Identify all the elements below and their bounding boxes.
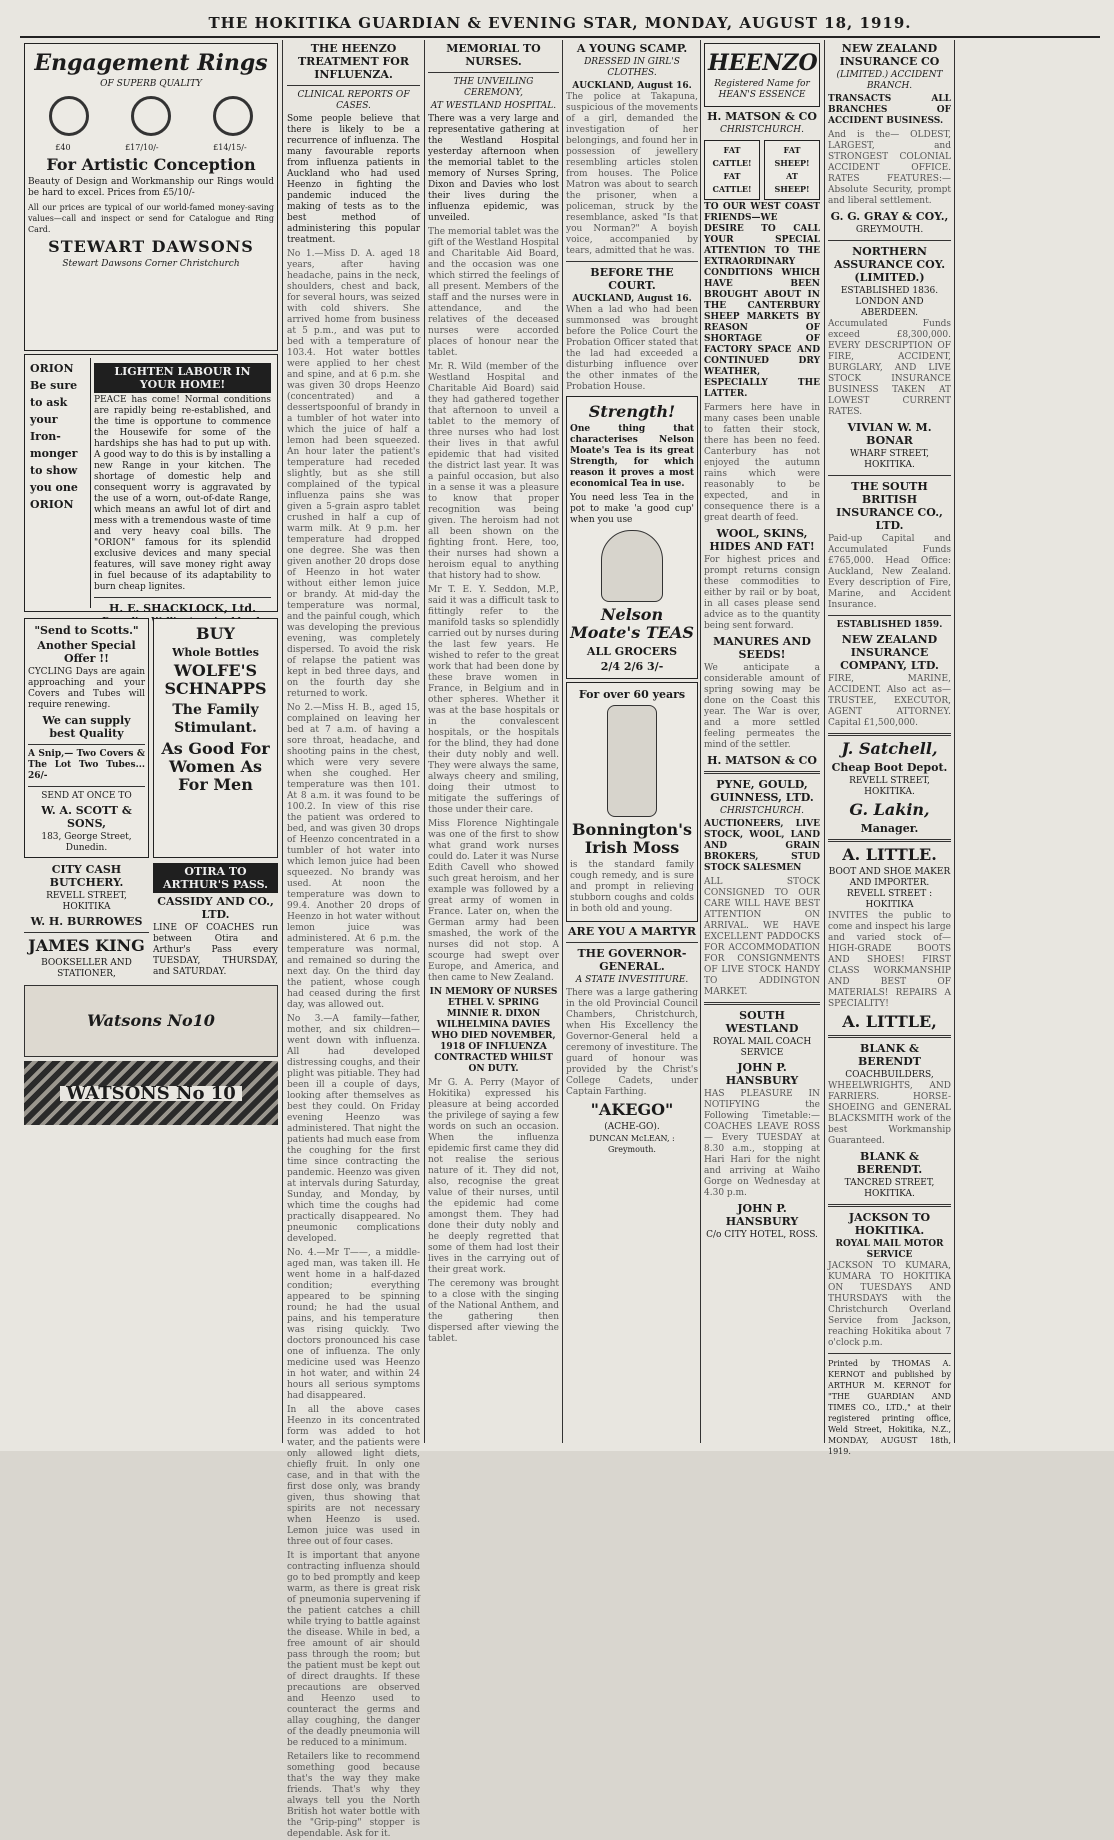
little-address: REVELL STREET : HOKITIKA (846, 889, 933, 910)
city-butchery-owner: W. H. BURROWES (30, 915, 143, 928)
all-grocers: ALL GROCERS (586, 645, 678, 658)
city-butchery-title: CITY CASH BUTCHERY. (49, 863, 124, 889)
wolfe-family: The Family Stimulant. (172, 702, 259, 736)
engagement-rings-ad (24, 43, 278, 351)
nelson-brand: Nelson Moate's TEAS (570, 605, 694, 642)
wolfes-schnapps-ad (153, 618, 278, 858)
column-memorial-article: MEMORIAL TO NURSES. THE UNVEILING CEREMONY, AT WESTLAND HOSPITAL. There was a very large and representative gathering at the Westland Hospital yesterday afternoon when the memorial tablet to the memory of Nurses Spring, Dixon and Davies who lost their lives during the influenza epidemic, was unveiled. The memorial tablet was the gift of the Westland Hospital and Charitable Aid Board, and the occasion was one which stirred the feelings of all present. Members of the staff and the nurses were in attendance, and the relatives of the deceased nurses were accorded places of honour near the tablet. Mr. R. Wild (member of the Westland Hospital and Charitable Aid Board) said they had gathered together that afternoon to unveil a tablet to the memory of three nurses who had lost their lives in that awful epidemic that had visited the district last year. It was a painful occasion, but also in a sense it was a pleasure to know that proper recognition was being given. The heroism had not all been shown on the fighting front. Here, too, their nurses had shown a heroism equal to anything that history had to show. Mr T. E. Y. Seddon, M.P., said it was a difficult task to fittingly refer to the manifold tasks so splendidly carried out by nurses during the last few years. He wished to refer to the great work that had been done by these brave women in France, in Belgium and in other spheres. Whether it was at the base hospitals or in the convalescent hospitals, or the hospitals for the blind, they had done their duty nobly and well. They were always the same, always cheery and smiling, doing their utmost to mitigate the sufferings of those under their care. Miss Florence Nightingale was one of the first to show what grand work nurses could do. Later it was Nurse Edith Cavell who showed such great heroism, and her example was followed by a great army of women in France. Later on, when the German army had been smashed, the work of the nurses did not stop. A scourge had swept over Europe, and America, and then came to New Zealand. IN MEMORY OF NURSES ETHEL V. SPRING MINNIE R. DIXON WILHELMINA DAVIES WHO DIED NOVEMBER, 1918 OF INFLUENZA CONTRACTED WHILST ON DUTY. Mr G. A. Perry (Mayor of Hokitika) expressed his pleasure at being accorded the privilege of saying a few words on such an occasion. When the influenza epidemic first came they did not realise the serious nature of it. They did not, also, recognise the great value of their nurses, until the epidemic had come amongst them. They had done their duty nobly and he deeply regretted that some of them had lost their lives in the carrying out of their great work. The ceremony was brought to a close with the singing of the National Anthem, and the gathering then dispersed after viewing the tablet. (428, 42, 559, 1344)
akego-sub: (ACHE-GO). (604, 1122, 660, 1132)
south-westland-title: SOUTH WESTLAND (725, 1009, 799, 1035)
wolfe-good: As Good For Women As For Men (161, 739, 270, 794)
blank-title-2: BLANK & BERENDT. (856, 1150, 923, 1176)
orion-heading: LIGHTEN LABOUR IN YOUR HOME! (94, 363, 271, 393)
northern-established: ESTABLISHED 1836. (840, 286, 939, 296)
matson-title: H. MATSON & CO (707, 110, 817, 123)
artistic-heading: For Artistic Conception (46, 155, 256, 174)
bottle-illustration (607, 705, 657, 817)
nz-company-established: ESTABLISHED 1859. (836, 620, 943, 630)
irish-moss-years: For over 60 years (578, 688, 686, 701)
blank-address: TANCRED STREET, HOKITIKA. (844, 1178, 935, 1199)
bonar-title: VIVIAN W. M. BONAR (847, 421, 932, 447)
scotts-firm: W. A. SCOTT & SONS, (41, 804, 132, 830)
dawsons-logo: STEWART DAWSONS (48, 237, 254, 256)
ring-icon (131, 96, 171, 136)
city-butchery-address: REVELL STREET, HOKITIKA (46, 891, 127, 912)
lakin-sub: Manager. (860, 822, 919, 835)
column-rule (562, 40, 563, 1443)
ring-icon (213, 96, 253, 136)
ring-price: £17/10/- (125, 143, 159, 152)
article-title: THE GOVERNOR-GENERAL. (577, 947, 687, 973)
article-title: A YOUNG SCAMP. (576, 42, 688, 55)
rings-subtitle: OF SUPERB QUALITY (100, 79, 202, 89)
article-lead: There was a very large and representative gathering at the Westland Hospital yesterday afternoon when the memorial tablet to the memory of Nurses Spring, Dixon and Davies who lost their lives during the influenza epidemic, was unveiled. (428, 114, 559, 223)
ring-prices (28, 142, 274, 153)
city-butchery-ad (24, 861, 149, 981)
column-insurance-ads: NEW ZEALAND INSURANCE CO (LIMITED.) ACCIDENT BRANCH. TRANSACTS ALL BRANCHES OF ACCIDENT BUSINESS. And is the— OLDEST, LARGEST, and STRONGEST COLONIAL ACCIDENT OFFICE. RATES FEATURES:—Absolute Security, prompt and liberal settlement. G. G. GRAY & COY., GREYMOUTH. NORTHERN ASSURANCE COY. (LIMITED.) ESTABLISHED 1836. LONDON AND ABERDEEN. Accumulated Funds exceed £8,300,000. EVERY DESCRIPTION OF FIRE, ACCIDENT, BURGLARY, AND LIVE STOCK INSURANCE BUSINESS TAKEN AT LOWEST CURRENT RATES. VIVIAN W. M. BONAR WHARF STREET, HOKITIKA. THE SOUTH BRITISH INSURANCE CO., LTD. Paid-up Capital and Accumulated Funds £765,000. Head Office: Auckland, New Zealand. Every description of Fire, Marine, and Accident Insurance. ESTABLISHED 1859. NEW ZEALAND INSURANCE COMPANY, LTD. FIRE, MARINE, ACCIDENT. Also act as— TRUSTEE, EXECUTOR, AGENT ATTORNEY. Capital £1,500,000. J. Satchell, Cheap Boot Depot. REVELL STREET, HOKITIKA. G. Lakin, Manager. A. LITTLE. BOOT AND SHOE MAKER AND IMPORTER. REVELL STREET : HOKITIKA INVITES the public to come and inspect his large and varied stock of— HIGH-GRADE BOOTS AND SHOES! FIRST CLASS WORKMANSHIP AND BEST OF MATERIALS! REPAIRS A SPECIALITY! A. LITTLE, BLANK & BERENDT COACHBUILDERS, WHEELWRIGHTS, AND FARRIERS. HORSE-SHOEING and GENERAL BLACKSMITH work of the best Workmanship Guaranteed. BLANK & BERENDT. TANCRED STREET, HOKITIKA. JACKSON TO HOKITIKA. ROYAL MAIL MOTOR SERVICE JACKSON TO KUMARA, KUMARA TO HOKITIKA ON TUESDAYS AND THURSDAYS with the Christchurch Overland Service from Jackson, reaching Hokitika about 7 o'clock p.m. Printed by THOMAS A. KERNOT and published by ARTHUR M. KERNOT for "THE GUARDIAN AND TIMES CO., LTD.," at their registered printing office, Weld Street, Hokitika, N.Z., MONDAY, AUGUST 18th, 1919. (828, 42, 951, 1456)
wolfe-buy: BUY (196, 624, 235, 643)
watsons-banner-text: WATSONS No 10 (60, 1086, 242, 1101)
column-heenzo-article: THE HEENZO TREATMENT FOR INFLUENZA. CLINICAL REPORTS OF CASES. Some people believe that there is likely to be a recurrence of influenza. The many favourable reports from influenza patients in Auckland who had used Heenzo in fighting the pandemic induced the making of tests as to the best method of administering this popular treatment. No 1.—Miss D. A. aged 18 years, after having headache, pains in the neck, shoulders, chest and back, for several hours, was seized with cold shivers. She arrived home from business at 5 p.m., and was put to bed with a temperature of 103.4. Hot water bottles were applied to her chest and spine, and at 6 p.m. she was given 30 drops Heenzo (concentrated) and a dessertspoonful of brandy in a tumbler of hot water into which the juice of half a lemon had been squeezed. An hour later the patient's temperature had receded slightly, but as she still complained of the typical influenza pains she was given a 5-grain aspro tablet crushed in half a cup of warm milk. At 9 p.m. her temperature had dropped one degree. She was then given another 20 drops dose of Heenzo in hot water without either lemon juice or brandy. At mid-day the temperature was normal, and the painful cough, which was developing the previous evening, was completely dispersed. To avoid the risk of relapse the patient was kept in bed three days, and on the fourth day she returned to work. No 2.—Miss H. B., aged 15, complained on leaving her bed at 7 a.m. of having a sore throat, headache, and shooting pains in the chest, which were very severe when she coughed. Her temperature was then 101. At 8 a.m. it was found to be 100.2. In view of this rise the patient was ordered to bed, and was given 30 drops of Heenzo concentrated in a tumbler of hot water into which lemon juice had been squeezed. No brandy was used. At noon the temperature was down to 99.4. Another 20 drops of Heenzo in hot water without lemon juice was administered. At 6 p.m. the temperature was normal, and remained so during the next day. On the third day the patient, whose cough had ceased during the first day, was allowed out. No 3.—A family—father, mother, and six children—went down with influenza. All had developed distressing coughs, and their plight was pitiable. They had been ill a couple of days, looking after themselves as best they could. On Friday evening Heenzo was administered. That night the patients had much ease from the coughing for the first time since contracting the pandemic. Heenzo was given at intervals during Saturday, Sunday, and Monday, by which time the coughs had practically disappeared. No pneumonic complications developed. No. 4.—Mr T——, a middle-aged man, was taken ill. He went home in a half-dazed condition; everything appeared to be spinning round; he had the usual pains, and his temperature was rising quickly. Two doctors pronounced his case one of influenza. The only medicine used was Heenzo in hot water, and within 24 hours all serious symptoms had disappeared. In all the above cases Heenzo in its concentrated form was added to hot water, and the patients were only allowed light diets, chiefly fruit. In only one case, and in that with the first dose only, was brandy given, thus showing that spirits are not necessary when Heenzo is used. Lemon juice was used in three out of four cases. It is important that anyone contracting influenza should go to bed promptly and keep warm, as there is great risk of pneumonia supervening if the patient catches a chill while trying to battle against the disease. While in bed, a free amount of air should pass through the room; but the patient must be kept out of direct draughts. If these precautions are observed and Heenzo used to counteract the germs and allay coughing, the danger of the deadly pneumonia will be reduced to a minimum. Retailers like to recommend something good because that's the way they make friends. That's why they always tell you the North British hot water bottle with the "Grip-ping" stopper is dependable. Ask for it. (287, 42, 420, 1839)
gray-address: GREYMOUTH. (855, 225, 924, 235)
ring-price: £40 (55, 143, 71, 152)
ring-price: £14/15/- (213, 143, 247, 152)
scotts-snip: A Snip,— Two Covers & The Lot Two Tubes... 26/- (28, 749, 145, 781)
little-sub: BOOT AND SHOE MAKER AND IMPORTER. (828, 867, 951, 888)
column-rule (954, 40, 955, 1443)
blank-title: BLANK & BERENDT (858, 1042, 921, 1068)
northern-address: LONDON AND ABERDEEN. (855, 297, 924, 318)
artistic-text: Beauty of Design and Workmanship our Rings would be hard to excel. Prices from £5/10/- (28, 177, 274, 198)
little-title: A. LITTLE. (842, 845, 937, 864)
dawsons-address: Stewart Dawsons Corner Christchurch (62, 259, 240, 269)
matson-title-2: H. MATSON & CO (707, 754, 817, 767)
article-subtitle: A STATE INVESTITURE. (575, 975, 689, 985)
scotts-send: SEND AT ONCE TO (41, 791, 132, 801)
irish-moss-ad: For over 60 years Bonnington's Irish Moss is the standard family cough remedy, and is sure and prompt in relieving stubborn coughs and colds in both old and young. (566, 682, 698, 922)
irish-moss-name: Bonnington's Irish Moss (572, 820, 692, 857)
watsons-title: Watsons No10 (87, 1011, 215, 1030)
jackson-sub: ROYAL MAIL MOTOR SERVICE (835, 1239, 944, 1260)
column-rule (700, 40, 701, 1443)
satchell-address: REVELL STREET, HOKITIKA. (849, 776, 930, 797)
little-title-2: A. LITTLE, (842, 1012, 937, 1031)
otira-coach-ad (153, 861, 278, 981)
strength-heading: Strength! (588, 402, 676, 421)
heenzo-logo: HEENZO (708, 50, 818, 76)
dateline: AUCKLAND, August 16. (572, 294, 692, 304)
akego-heading: "AKEGO" (590, 1100, 674, 1119)
satchell-title: J. Satchell, (841, 739, 938, 758)
orion-range-ad (24, 354, 278, 615)
watsons-ad (24, 985, 278, 1057)
pyne-text: AUCTIONEERS, LIVE STOCK, WOOL, LAND AND GRAIN BROKERS, STUD STOCK SALESMEN (704, 819, 820, 873)
hansbury-name-2: JOHN P. HANSBURY (725, 1202, 799, 1228)
matson-text: TO OUR WEST COAST FRIENDS—WE DESIRE TO CALL YOUR SPECIAL ATTENTION TO THE EXTRAORDINARY CONDITIONS WHICH HAVE BEEN BROUGHT ABOUT IN THE CANTERBURY SHEEP MARKETS BY REASON OF SHORTAGE OF FACTORY SPACE AND CONTINUED DRY WEATHER, ESPECIALLY THE LATTER. (704, 202, 820, 399)
nz-company-title: NEW ZEALAND INSURANCE COMPANY, LTD. (840, 633, 939, 672)
article-subtitle: THE UNVEILING CEREMONY, (453, 77, 534, 98)
article-title: MEMORIAL TO NURSES. (446, 42, 541, 68)
martyr-heading: ARE YOU A MARTYR (568, 925, 696, 938)
akego-agent: DUNCAN McLEAN, : Greymouth. (589, 1134, 675, 1154)
royal-mail-sub: ROYAL MAIL COACH SERVICE (712, 1037, 812, 1058)
teapot-illustration (601, 530, 663, 602)
memorial-inscription: IN MEMORY OF NURSES ETHEL V. SPRING MINNIE R. DIXON WILHELMINA DAVIES WHO DIED NOVEMBER, 1918 OF INFLUENZA CONTRACTED WHILST ON DUTY. (429, 987, 558, 1074)
column-ads-left (24, 40, 278, 1443)
nz-insurance-sub: (LIMITED.) ACCIDENT BRANCH. (836, 70, 943, 91)
scotts-title: "Send to Scotts." (34, 624, 139, 637)
otira-text: LINE OF COACHES run between Otira and Arthur's Pass every TUESDAY, THURSDAY, and SATURDAY. (153, 923, 278, 977)
blank-sub: COACHBUILDERS, (845, 1070, 934, 1080)
matson-sub: CHRISTCHURCH. (720, 125, 804, 135)
otira-firm: CASSIDY AND CO., LTD. (157, 895, 274, 921)
ring-icon (49, 96, 89, 136)
lakin-title: G. Lakin, (849, 800, 930, 819)
bonar-sub: WHARF STREET, HOKITIKA. (849, 449, 930, 470)
wolfe-name: WOLFE'S SCHNAPPS (164, 661, 267, 698)
otira-title: OTIRA TO ARTHUR'S PASS. (153, 863, 278, 893)
column-rule (424, 40, 425, 1443)
article-title: BEFORE THE COURT. (590, 266, 674, 292)
rings-title: Engagement Rings (34, 50, 268, 76)
article-subtitle: DRESSED IN GIRL'S CLOTHES. (584, 57, 680, 78)
scotts-ad (24, 618, 149, 858)
printer-imprint: Printed by THOMAS A. KERNOT and published by ARTHUR M. KERNOT for "THE GUARDIAN AND TIMES CO., LTD.," at their registered printing office, Weld Street, Hokitika, N.Z., MONDAY, AUGUST 18th, 1919. (828, 1359, 951, 1456)
article-title: THE HEENZO TREATMENT FOR INFLUENZA. (298, 42, 409, 81)
strength-note: You need less Tea in the pot to make 'a good cup' when you use (570, 493, 694, 525)
article-lead: Some people believe that there is likely to be a recurrence of influenza. The many favourable reports from influenza patients in Auckland who had used Heenzo in fighting the pandemic induced the making of tests as to the best method of administering this popular treatment. (287, 114, 420, 245)
strength-text: One thing that characterises Nelson Moate's Tea is its great Strength, for which reason it proves a most economical Tea in use. (570, 424, 694, 489)
nz-insurance-title: NEW ZEALAND INSURANCE CO (839, 42, 940, 68)
scotts-quality: We can supply best Quality (42, 714, 131, 740)
ring-illustrations (28, 96, 274, 136)
watsons-banner (24, 1061, 278, 1125)
artistic-note: All our prices are typical of our world-famed money-saving values—call and inspect or send for Catalogue and Ring Card. (28, 203, 274, 234)
article-subtitle: AT WESTLAND HOSPITAL. (430, 101, 557, 111)
manures-heading: MANURES AND SEEDS! (713, 635, 811, 661)
column-stock-ads: HEENZO Registered Name for HEAN'S ESSENCE H. MATSON & CO CHRISTCHURCH. FAT CATTLE! FAT CATTLE! FAT SHEEP! AT SHEEP! TO OUR WEST COAST FRIENDS—WE DESIRE TO CALL YOUR SPECIAL ATTENTION TO THE EXTRAORDINARY CONDITIONS WHICH HAVE BEEN BROUGHT ABOUT IN THE CANTERBURY SHEEP MARKETS BY REASON OF SHORTAGE OF FACTORY SPACE AND CONTINUED DRY WEATHER, ESPECIALLY THE LATTER. Farmers here have in many cases been unable to fatten their stock, there has been no feed. Canterbury has not enjoyed the autumn rains which were reasonably to be expected, and in consequence there is a great dearth of feed. WOOL, SKINS, HIDES AND FAT! For highest prices and prompt returns consign these commodities to either by rail or by boat, in all cases please send advice as to the quantity being sent forward. MANURES AND SEEDS! We anticipate a considerable amount of spring sowing may be done on the Coast this year. The War is over, and a more settled feeling permeates the mind of the settler. H. MATSON & CO PYNE, GOULD, GUINNESS, LTD. CHRISTCHURCH. AUCTIONEERS, LIVE STOCK, WOOL, LAND AND GRAIN BROKERS, STUD STOCK SALESMEN ALL STOCK CONSIGNED TO OUR CARE WILL HAVE BEST ATTENTION ON ARRIVAL. WE HAVE EXCELLENT PADDOCKS FOR ACCOMMODATION FOR CONSIGNMENTS OF LIVE STOCK HANDY TO ADDINGTON MARKET. SOUTH WESTLAND ROYAL MAIL COACH SERVICE JOHN P. HANSBURY HAS PLEASURE IN NOTIFYING the Following Timetable:— COACHES LEAVE ROSS— Every TUESDAY at 8.30 a.m., stopping at Hari Hari for the night and arriving at Waiho Gorge on Wednesday at 4.30 p.m. JOHN P. HANSBURY C/o CITY HOTEL, ROSS. (704, 40, 820, 1443)
orion-firm: H. E. SHACKLOCK, Ltd. (109, 602, 256, 615)
tea-prices: 2/4 2/6 3/- (600, 660, 664, 673)
dateline: AUCKLAND, August 16. (572, 81, 692, 91)
nz-insurance-text: TRANSACTS ALL BRANCHES OF ACCIDENT BUSINESS. (828, 94, 951, 126)
column-rule (824, 40, 825, 1443)
wolfe-bottles: Whole Bottles (172, 646, 259, 659)
heenzo-sub: Registered Name for HEAN'S ESSENCE (714, 79, 810, 100)
orion-text: PEACE has come! Normal conditions are rapidly being re-established, and the time is opportune to commence the Housewife for some of the hardships she has had to put up with. A good way to do this is by installing a new Range in your kitchen. The shortage of domestic help and consequent worry is aggravated by the use of a worn, out-of-date Range, which means an awful lot of dirt and mess with a tremendous waste of time and very heavy coal bills. The "ORION" famous for its splendid exclusive devices and many special features, will save money right away in fuel because of its adaptability to burn cheap lignites. (94, 395, 271, 592)
northern-title: NORTHERN ASSURANCE COY. (LIMITED.) (833, 245, 946, 284)
jackson-title: JACKSON TO HOKITIKA. (848, 1211, 931, 1237)
pyne-title: PYNE, GOULD, GUINNESS, LTD. (710, 778, 814, 804)
orion-side-text: ORION Be sure to ask your Iron-monger to show you one ORION (28, 358, 91, 608)
south-british-title: THE SOUTH BRITISH INSURANCE CO., LTD. (836, 480, 943, 532)
james-king-title: JAMES KING (28, 936, 145, 955)
fat-sheep: FAT SHEEP! AT SHEEP! (764, 140, 820, 200)
wool-heading: WOOL, SKINS, HIDES AND FAT! (709, 527, 815, 553)
column-rule (282, 40, 283, 1443)
hansbury-address: C/o CITY HOTEL, ROSS. (706, 1230, 818, 1240)
column-news-ads: A YOUNG SCAMP. DRESSED IN GIRL'S CLOTHES. AUCKLAND, August 16. The police at Takapuna, suspicious of the movements of a girl, demanded the investigation of her belongings, and found her in possession of jewellery resembling articles stolen from houses. The Police Matron was about to search the prisoner, when a policeman, struck by the resemblance, asked "Is that you Norman?" A boyish voice, accompanied by tears, admitted that he was. BEFORE THE COURT. AUCKLAND, August 16. When a lad who had been summonsed was brought before the Police Court the Probation Officer stated that the lad had exceeded a disturbing influence over the other inmates of the Probation House. Strength! One thing that characterises Nelson Moate's Tea is its great Strength, for which reason it proves a most economical Tea in use. You need less Tea in the pot to make 'a good cup' when you use Nelson Moate's TEAS ALL GROCERS 2/4 2/6 3/- For over 60 years Bonnington's Irish Moss is the standard family cough remedy, and is sure and prompt in relieving stubborn coughs and colds in both old and young. ARE YOU A MARTYR THE GOVERNOR-GENERAL. A STATE INVESTITURE. There was a large gathering in the old Provincial Council Chambers, Christchurch, when His Excellency the Governor-General held a ceremony of investiture. The guard of honour was provided by the Christ's College Cadets, under Captain Farthing. "AKEGO" (ACHE-GO). DUNCAN McLEAN, : Greymouth. (566, 42, 698, 1154)
nelson-moate-tea-ad (566, 396, 698, 679)
heenzo-ad (704, 43, 820, 107)
masthead: THE HOKITIKA GUARDIAN & EVENING STAR, MONDAY, AUGUST 18, 1919. (20, 14, 1100, 38)
james-king-sub: BOOKSELLER AND STATIONER, (41, 958, 132, 979)
gray-title: G. G. GRAY & COY., (830, 210, 949, 223)
pyne-sub: CHRISTCHURCH. (720, 806, 804, 816)
satchell-sub: Cheap Boot Depot. (831, 761, 948, 774)
scotts-address: 183, George Street, Dunedin. (41, 832, 132, 853)
scotts-offer: Another Special Offer !! (37, 639, 136, 665)
fat-cattle: FAT CATTLE! FAT CATTLE! (704, 140, 760, 200)
article-subtitle: CLINICAL REPORTS OF CASES. (297, 90, 410, 111)
hansbury-name: JOHN P. HANSBURY (725, 1061, 799, 1087)
scotts-cycling: CYCLING Days are again approaching and your Covers and Tubes will require renewing. (28, 667, 145, 710)
